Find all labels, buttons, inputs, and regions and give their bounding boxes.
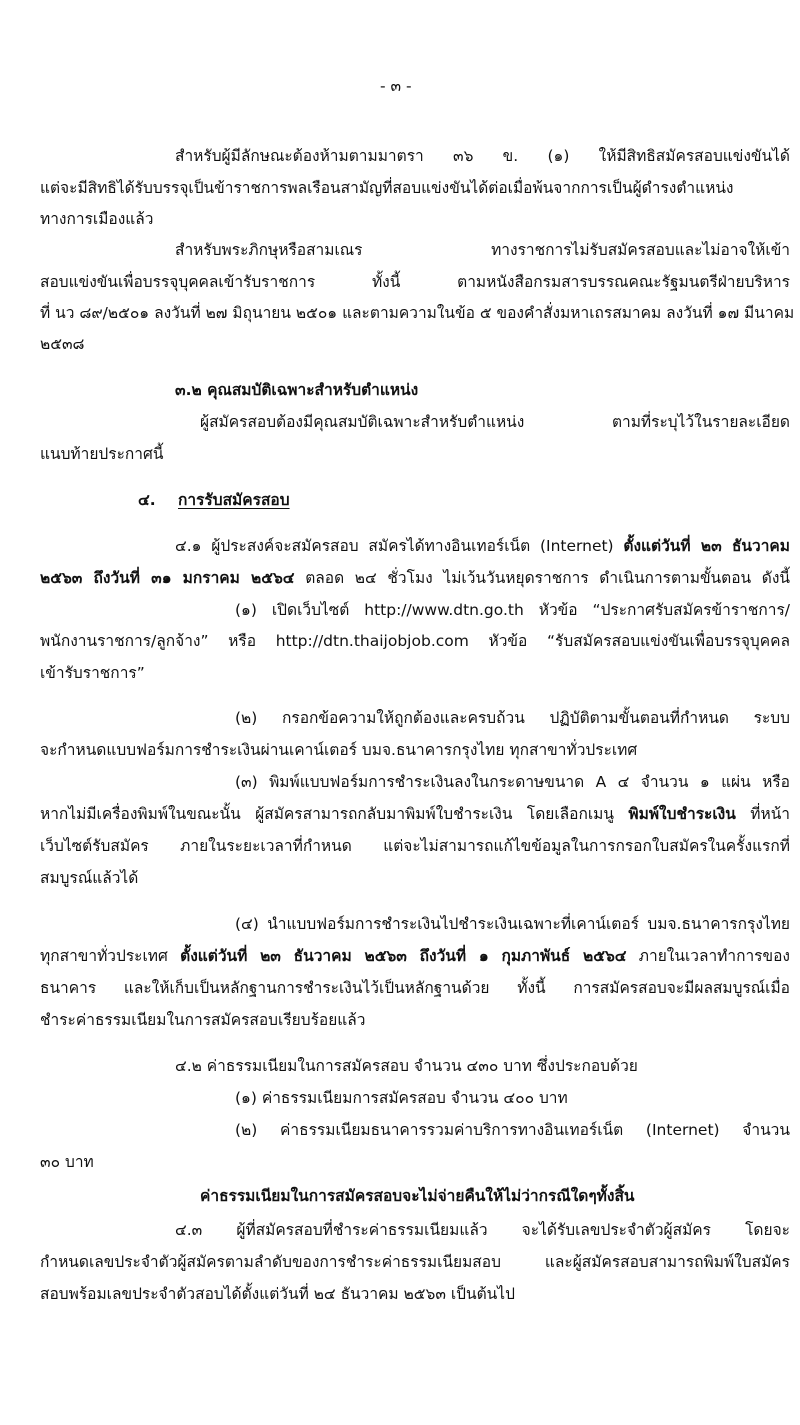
page-number: - ๓ -	[380, 77, 412, 95]
step-4-line-2-text-a: ทุกสาขาทั่วประเทศ	[40, 947, 181, 965]
step-3-line-3: เว็บไซต์รับสมัคร ภายในระยะเวลาที่กำหนด แต่จะไม่สามารถแก้ไขข้อมูลในการกรอกใบสมัครในครั้งแรกที่	[40, 837, 790, 855]
step-3-line-2	[40, 804, 790, 824]
section-4-2-item-1: (๑) ค่าธรรมเนียมการสมัครสอบ จำนวน ๔๐๐ บาท	[235, 1089, 568, 1107]
section-4-title: การรับสมัครสอบ	[178, 491, 290, 509]
step-2-line-1: (๒) กรอกข้อความให้ถูกต้องและครบถ้วน ปฏิบัติตามขั้นตอนที่กำหนด ระบบ	[235, 709, 790, 727]
section-4-1-line-1-text: ๔.๑ ผู้ประสงค์จะสมัครสอบ สมัครได้ทางอินเทอร์เน็ต (Internet)	[175, 537, 624, 555]
step-4-line-2-date: ตั้งแต่วันที่ ๒๓ ธันวาคม ๒๕๖๓ ถึงวันที่ ๑ กุมภาพันธ์ ๒๕๖๔	[180, 947, 627, 965]
section-4-3-line-3: สอบพร้อมเลขประจำตัวสอบได้ตั้งแต่วันที่ ๒๔ ธันวาคม ๒๕๖๓ เป็นต้นไป	[40, 1285, 515, 1303]
step-1-line-2: พนักงานราชการ/ลูกจ้าง” หรือ http://dtn.thaijobjob.com หัวข้อ “รับสมัครสอบแข่งขันเพื่อบรรจุบุคคล	[40, 632, 790, 650]
section-3-2-heading: ๓.๒ คุณสมบัติเฉพาะสำหรับตำแหน่ง	[175, 381, 419, 399]
non-refundable-notice: ค่าธรรมเนียมในการสมัครสอบจะไม่จ่ายคืนให้ไม่ว่ากรณีใดๆทั้งสิ้น	[200, 1187, 635, 1205]
step-4-line-4: ชำระค่าธรรมเนียมในการสมัครสอบเรียบร้อยแล้ว	[40, 1011, 366, 1029]
section-4-1-line-1-date: ตั้งแต่วันที่ ๒๓ ธันวาคม	[623, 537, 790, 555]
step-3-line-2-text-a: หากไม่มีเครื่องพิมพ์ในขณะนั้น ผู้สมัครสามารถกลับมาพิมพ์ใบชำระเงิน โดยเลือกเมนู	[40, 805, 629, 823]
section-4-3-line-1: ๔.๓ ผู้ที่สมัครสอบที่ชำระค่าธรรมเนียมแล้ว จะได้รับเลขประจำตัวผู้สมัคร โดยจะ	[175, 1221, 790, 1239]
section-4-1-line-2-text: ตลอด ๒๔ ชั่วโมง ไม่เว้นวันหยุดราชการ ดำเนินการตามขั้นตอน ดังนี้	[294, 569, 791, 587]
para-prohibited-line-2: แต่จะมีสิทธิได้รับบรรจุเป็นข้าราชการพลเรือนสามัญที่สอบแข่งขันได้ต่อเมื่อพ้นจากการเป็นผู้ดำรงตำแหน่ง	[40, 179, 734, 197]
section-4-2-item-2-line-1: (๒) ค่าธรรมเนียมธนาคารรวมค่าบริการทางอินเทอร์เน็ต (Internet) จำนวน	[235, 1121, 790, 1139]
step-4-line-3: ธนาคาร และให้เก็บเป็นหลักฐานการชำระเงินไว้เป็นหลักฐานด้วย ทั้งนี้ การสมัครสอบจะมีผลสมบูรณ์เมื่อ	[40, 979, 790, 997]
step-4-line-2	[40, 946, 790, 966]
section-3-2-line-1: ผู้สมัครสอบต้องมีคุณสมบัติเฉพาะสำหรับตำแหน่ง ตามที่ระบุไว้ในรายละเอียด	[200, 413, 790, 431]
section-4-1-line-2-date: ๒๕๖๓ ถึงวันที่ ๓๑ มกราคม ๒๕๖๔	[40, 569, 295, 587]
step-3-print-menu: พิมพ์ใบชำระเงิน	[628, 805, 736, 823]
step-3-line-1: (๓) พิมพ์แบบฟอร์มการชำระเงินลงในกระดาษขนาด A ๔ จำนวน ๑ แผ่น หรือ	[235, 773, 790, 791]
step-2-line-2: จะกำหนดแบบฟอร์มการชำระเงินผ่านเคาน์เตอร์ บมจ.ธนาคารกรุงไทย ทุกสาขาทั่วประเทศ	[40, 741, 638, 759]
section-4-1-line-1	[175, 536, 790, 556]
para-monks-line-2: สอบแข่งขันเพื่อบรรจุบุคคลเข้ารับราชการ ทั้งนี้ ตามหนังสือกรมสารบรรณคณะรัฐมนตรีฝ่ายบริหาร	[40, 273, 790, 291]
step-4-line-1: (๔) นำแบบฟอร์มการชำระเงินไปชำระเงินเฉพาะที่เคาน์เตอร์ บมจ.ธนาคารกรุงไทย	[235, 915, 790, 933]
para-prohibited-line-1: สำหรับผู้มีลักษณะต้องห้ามตามมาตรา ๓๖ ข. (๑) ให้มีสิทธิสมัครสอบแข่งขันได้	[175, 147, 790, 165]
para-monks-line-4: ๒๕๓๘	[40, 335, 85, 353]
para-monks-line-3: ที่ นว ๘๙/๒๕๐๑ ลงวันที่ ๒๗ มิถุนายน ๒๕๐๑ และตามความในข้อ ๕ ของคำสั่งมหาเถรสมาคม ลงวันที่ ๑๗ มีนาคม	[40, 304, 795, 322]
section-3-2-line-2: แนบท้ายประกาศนี้	[40, 445, 164, 463]
step-1-line-3: เข้ารับราชการ”	[40, 664, 145, 682]
step-3-line-2-text-b: ที่หน้า	[735, 805, 790, 823]
step-1-line-1: (๑) เปิดเว็บไซต์ http://www.dtn.go.th หัวข้อ “ประกาศรับสมัครข้าราชการ/	[235, 601, 790, 619]
step-3-line-4: สมบูรณ์แล้วได้	[40, 869, 139, 887]
para-prohibited-line-3: ทางการเมืองแล้ว	[40, 210, 154, 228]
section-4-number: ๔.	[138, 491, 156, 509]
step-4-line-2-text-b: ภายในเวลาทำการของ	[626, 947, 790, 965]
section-4-2-line-1: ๔.๒ ค่าธรรมเนียมในการสมัครสอบ จำนวน ๔๓๐ บาท ซึ่งประกอบด้วย	[175, 1057, 638, 1075]
section-4-2-item-2-line-2: ๓๐ บาท	[40, 1153, 94, 1171]
para-monks-line-1: สำหรับพระภิกษุหรือสามเณร ทางราชการไม่รับสมัครสอบและไม่อาจให้เข้า	[175, 241, 790, 259]
section-4-3-line-2: กำหนดเลขประจำตัวผู้สมัครตามลำดับของการชำระค่าธรรมเนียมสอบ และผู้สมัครสอบสามารถพิมพ์ใบสมัคร	[40, 1253, 790, 1271]
section-4-1-line-2	[40, 568, 790, 588]
